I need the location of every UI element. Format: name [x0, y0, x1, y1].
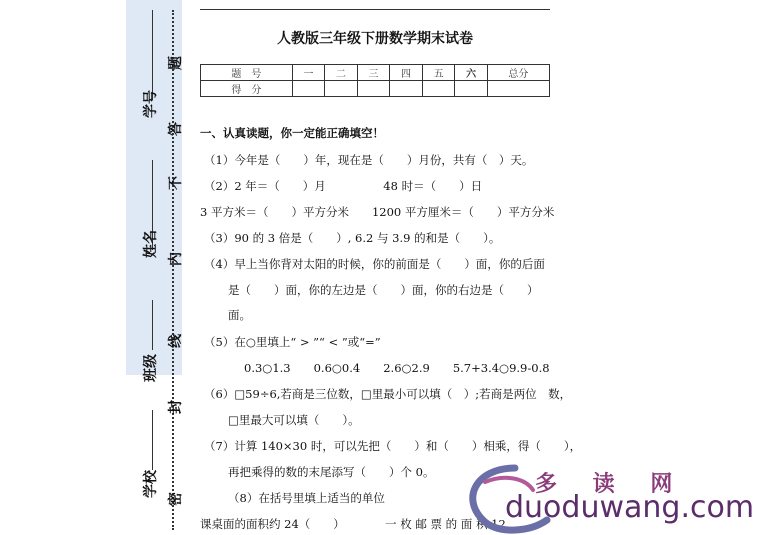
binding-label-name: 姓名 [143, 230, 159, 258]
question-2-continued: 3 平方米＝（ ）平方分米 1200 平方厘米＝（ ）平方分米 [200, 205, 555, 219]
question-7: （7）计算 140×30 时，可以先把（ ）和（ ）相乘，得（ ）， [204, 439, 582, 453]
score-cell [422, 81, 455, 97]
watermark-cn: 多 读 网 [535, 471, 687, 497]
left-blank-band [0, 0, 126, 375]
binding-label-da: 答 [168, 122, 184, 136]
binding-label-ti: 题 [168, 56, 184, 70]
score-header-cell: 一 [292, 65, 325, 81]
score-header-cell: 四 [390, 65, 423, 81]
class-underline [152, 300, 153, 350]
binding-label-xian: 线 [168, 334, 184, 348]
binding-label-school: 学校 [143, 470, 159, 498]
score-cell [487, 81, 549, 97]
score-cell [455, 81, 488, 97]
question-4-line-2: 是（ ）面，你的左边是（ ）面，你的右边是（ ） [228, 283, 539, 297]
student-id-underline [152, 10, 153, 100]
question-6: （6）□59÷6,若商是三位数，□里最小可以填（ ）;若商是两位 数， [204, 387, 572, 401]
score-table-score-row [201, 81, 550, 97]
score-header-cell: 二 [325, 65, 358, 81]
question-7-line-2: 再把乘得的数的末尾添写（ ）个 0。 [228, 465, 435, 479]
binding-dotted-line [172, 10, 174, 530]
question-5-items: 0.3○1.3 0.6○0.4 2.6○2.9 5.7+3.4○9.9-0.8 [244, 361, 550, 375]
score-cell [357, 81, 390, 97]
top-rule [200, 9, 550, 10]
section-heading: 一、认真读题，你一定能正确填空！ [200, 126, 384, 140]
binding-label-feng: 封 [168, 400, 184, 414]
question-4-line-3: 面。 [228, 308, 251, 322]
school-underline [152, 410, 153, 470]
question-3: （3）90 的 3 倍是（ ）, 6.2 与 3.9 的和是（ ）。 [204, 231, 501, 245]
question-8: （8）在括号里填上适当的单位 [228, 491, 385, 505]
binding-label-nei: 内 [168, 252, 184, 266]
score-cell [390, 81, 423, 97]
score-header-cell: 三 [357, 65, 390, 81]
score-row-label: 得 分 [201, 81, 293, 97]
binding-label-bu: 不 [168, 176, 184, 190]
binding-label-mi: 密 [168, 492, 184, 506]
score-header-cell: 五 [422, 65, 455, 81]
binding-margin [130, 0, 190, 535]
score-table-header-row [201, 65, 550, 81]
question-4: （4）早上当你背对太阳的时候，你的前面是（ ）面，你的后面 [204, 257, 545, 271]
score-header-cell: 六 [455, 65, 488, 81]
question-1: （1）今年是（ ）年，现在是（ ）月份，共有（ ）天。 [204, 153, 534, 167]
page-title: 人教版三年级下册数学期末试卷 [277, 31, 473, 47]
score-table [200, 64, 550, 97]
score-cell [325, 81, 358, 97]
logo-accent-icon [485, 478, 533, 490]
binding-label-student-id: 学号 [143, 90, 159, 118]
question-2: （2）2 年＝（ ）月 48 时＝（ ）日 [204, 179, 483, 193]
binding-label-class: 班级 [143, 354, 159, 382]
question-8-line-2: 课桌面的面积约 24（ ） 一 枚 邮 票 的 面 积 12 [200, 517, 506, 531]
question-6-line-2: □里最大可以填（ ）。 [228, 413, 360, 427]
watermark-en: duoduwang.com [505, 490, 755, 525]
question-5: （5）在○里填上“ > ”“ < ”或“=” [204, 335, 381, 349]
score-header-cell: 总分 [487, 65, 549, 81]
score-cell [292, 81, 325, 97]
score-header-cell: 题 号 [201, 65, 293, 81]
